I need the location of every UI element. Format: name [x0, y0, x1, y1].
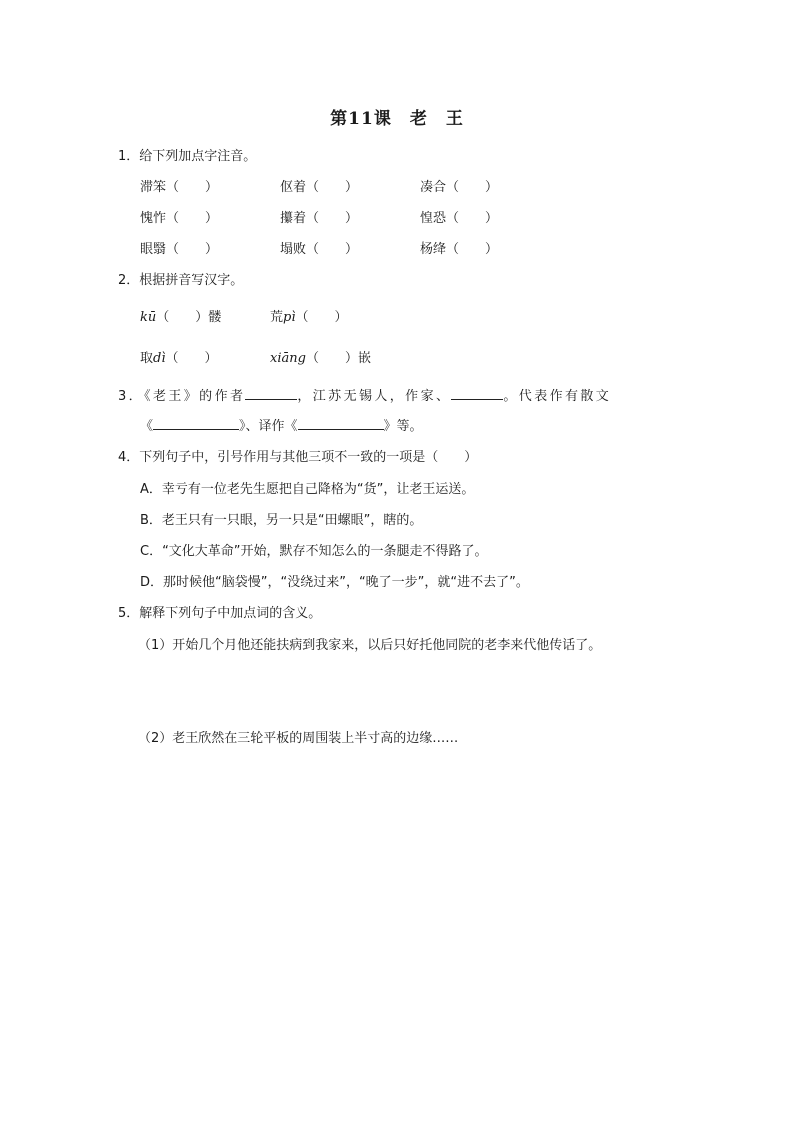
page-title: 第11课 老 王 — [330, 109, 464, 129]
q5-sentence-1: （1）开始几个月他还能扶病到我家来，以后只好托他同院的老李来代他传话了。 — [138, 638, 602, 653]
q2-item-xiang — [270, 347, 371, 366]
pinyin: pì — [283, 310, 296, 325]
q2-text: 取 — [140, 351, 154, 366]
q1-item: 塌败（ ） — [280, 242, 359, 257]
q1-item: 杨绛（ ） — [420, 242, 499, 257]
q2-text: （ ）髅 — [156, 310, 222, 325]
question-3-line-1 — [118, 385, 611, 404]
q3-text: ，江苏无锡人，作家、 — [297, 389, 452, 404]
answer-blank-translation[interactable] — [298, 417, 384, 430]
pinyin: xiāng — [270, 351, 306, 366]
q1-item: 愧怍（ ） — [140, 211, 219, 226]
pinyin: dì — [153, 351, 166, 366]
q2-text: （ ）嵌 — [305, 351, 371, 366]
q1-item: 凑合（ ） — [420, 180, 499, 195]
q3-text: 》等。 — [383, 419, 423, 434]
q2-item-di — [140, 347, 218, 366]
q2-text: （ ） — [295, 310, 348, 325]
q1-item: 滞笨（ ） — [140, 180, 219, 195]
q1-item: 惶恐（ ） — [420, 211, 499, 226]
q2-text: （ ） — [165, 351, 218, 366]
q4-option-a: A．幸亏有一位老先生愿把自己降格为“货”，让老王运送。 — [140, 482, 475, 497]
q3-text: 。代表作有散文 — [503, 389, 612, 404]
q5-sentence-2: （2）老王欣然在三轮平板的周围装上半寸高的边缘…… — [138, 731, 459, 746]
answer-blank-author[interactable] — [245, 387, 297, 400]
q4-option-d: D．那时候他“脑袋慢”，“没绕过来”，“晚了一步”，就“进不去了”。 — [140, 575, 529, 590]
q2-item-pi — [270, 306, 348, 325]
answer-blank-essay[interactable] — [153, 417, 239, 430]
q3-text: 《 — [140, 419, 154, 434]
question-4-heading: 4．下列句子中，引号作用与其他三项不一致的一项是（ ） — [118, 450, 478, 465]
q2-text: 荒 — [270, 310, 284, 325]
q4-option-c: C．“文化大革命”开始，默存不知怎么的一条腿走不得路了。 — [140, 544, 488, 559]
answer-blank-occupation[interactable] — [451, 387, 503, 400]
question-1-heading: 1．给下列加点字注音。 — [118, 149, 257, 164]
question-2-heading: 2．根据拼音写汉字。 — [118, 273, 244, 288]
q1-item: 攥着（ ） — [280, 211, 359, 226]
q4-option-b: B．老王只有一只眼，另一只是“田螺眼”，瞎的。 — [140, 513, 423, 528]
question-5-heading: 5．解释下列句子中加点词的含义。 — [118, 606, 322, 621]
pinyin: kū — [140, 310, 157, 325]
q1-item: 伛着（ ） — [280, 180, 359, 195]
q3-text: 3．《老王》的作者 — [118, 389, 246, 404]
q1-item: 眼翳（ ） — [140, 242, 219, 257]
question-3-line-2 — [140, 415, 423, 434]
q2-item-ku — [140, 306, 221, 325]
q3-text: 》、译作《 — [239, 419, 298, 434]
